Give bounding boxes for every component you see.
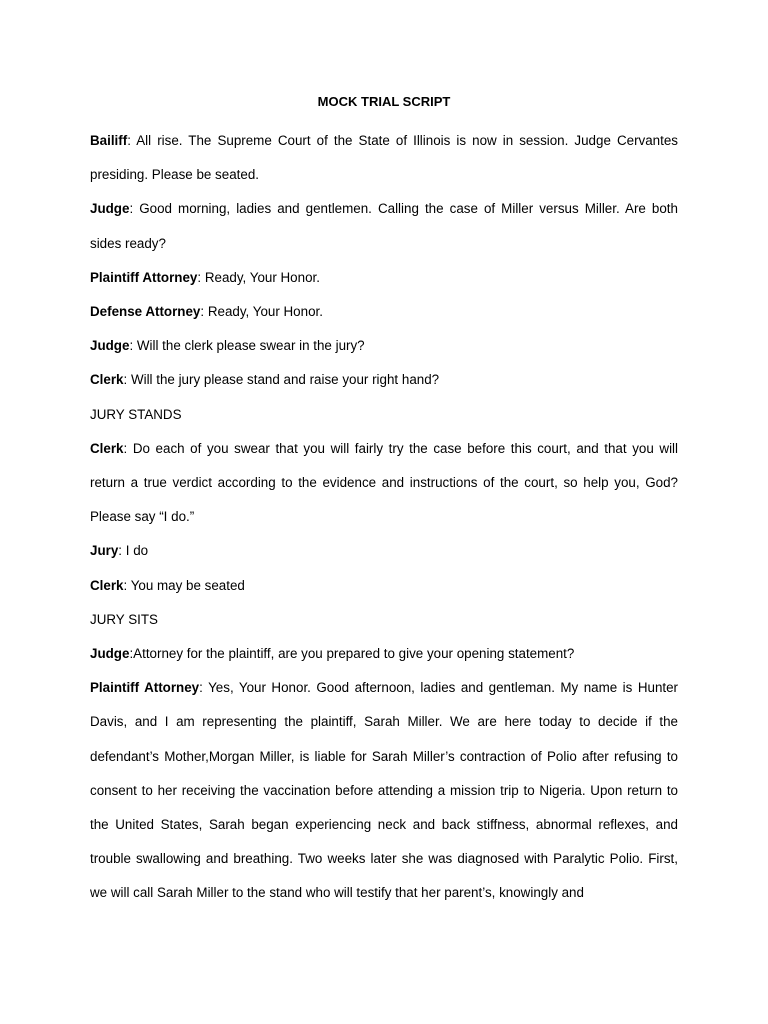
line-clerk-be-seated — [90, 569, 678, 603]
line-plaintiff-ready — [90, 261, 678, 295]
line-plaintiff-opening-statement — [90, 671, 678, 910]
line-jury-i-do — [90, 534, 678, 568]
speaker-name: Bailiff — [90, 133, 128, 148]
dialogue-text: I do — [125, 543, 149, 559]
speaker-name: Plaintiff Attorney — [90, 269, 198, 285]
dialogue-text: All rise. The Supreme Court of the State of Illinois is now in session. Judge Cervantes presiding. Please be seated. — [90, 133, 678, 183]
speaker-separator: : — [129, 646, 134, 662]
speaker-separator: : — [199, 680, 209, 696]
dialogue-text: Ready, Your Honor. — [204, 269, 320, 285]
dialogue-text: You may be seated — [130, 577, 245, 593]
speaker-separator: : — [118, 543, 126, 559]
document-title: MOCK TRIAL SCRIPT — [317, 94, 451, 109]
speaker-separator: : — [127, 133, 137, 148]
speaker-separator: : — [200, 304, 208, 320]
line-bailiff-opening — [90, 124, 678, 192]
line-clerk-raise-hand — [90, 363, 678, 397]
speaker-name: Defense Attorney — [90, 304, 201, 320]
document-body — [90, 124, 678, 911]
dialogue-text: Do each of you swear that you will fairly try the case before this court, and that you will return a true verdict according to the evidence and instructions of the court, so help you, God? Please say “I do.” — [90, 440, 678, 525]
stage-direction-jury-stands — [90, 398, 678, 432]
speaker-name: Clerk — [90, 372, 124, 388]
speaker-name: Judge — [90, 646, 130, 662]
speaker-separator: : — [123, 577, 131, 593]
dialogue-text: Will the jury please stand and raise your right hand? — [130, 372, 440, 388]
speaker-name: Clerk — [90, 577, 124, 593]
dialogue-text: Good morning, ladies and gentlemen. Calling the case of Miller versus Miller. Are both sides ready? — [90, 201, 678, 251]
dialogue-text: Yes, Your Honor. Good afternoon, ladies and gentleman. My name is Hunter Davis, and I am representing the plaintiff, Sarah Miller. We are here today to decide if the defendant’s Mother,Morgan Miller, is liable for Sarah Miller’s contraction of Polio after refusing to consent to her receiving the vaccination before attending a mission trip to Nigeria. Upon return to the United States, Sarah began experiencing neck and back stiffness, abnormal reflexes, and trouble swallowing and breathing. Two weeks later she was diagnosed with Paralytic Polio. First, we will call Sarah Miller to the stand who will testify that her parent’s, knowingly and — [90, 680, 679, 901]
speaker-separator: : — [129, 201, 140, 217]
line-judge-swear-jury — [90, 329, 678, 363]
speaker-name: Plaintiff Attorney — [90, 680, 200, 696]
stage-direction-jury-sits — [90, 603, 678, 637]
dialogue-text: Ready, Your Honor. — [207, 304, 323, 320]
line-judge-opening-statement — [90, 637, 678, 671]
line-clerk-oath — [90, 432, 678, 535]
stage-direction-text: JURY STANDS — [90, 406, 182, 422]
dialogue-text: Will the clerk please swear in the jury? — [136, 338, 365, 354]
speaker-name: Jury — [90, 543, 119, 559]
dialogue-text: Attorney for the plaintiff, are you prepared to give your opening statement? — [133, 646, 575, 662]
line-judge-calling-case — [90, 192, 678, 260]
speaker-separator: : — [123, 372, 131, 388]
line-defense-ready — [90, 295, 678, 329]
speaker-separator: : — [129, 338, 137, 354]
speaker-separator: : — [197, 269, 205, 285]
stage-direction-text: JURY SITS — [90, 611, 158, 627]
speaker-name: Judge — [90, 201, 130, 217]
speaker-name: Judge — [90, 338, 130, 354]
speaker-name: Clerk — [90, 440, 124, 456]
speaker-separator: : — [123, 440, 133, 456]
